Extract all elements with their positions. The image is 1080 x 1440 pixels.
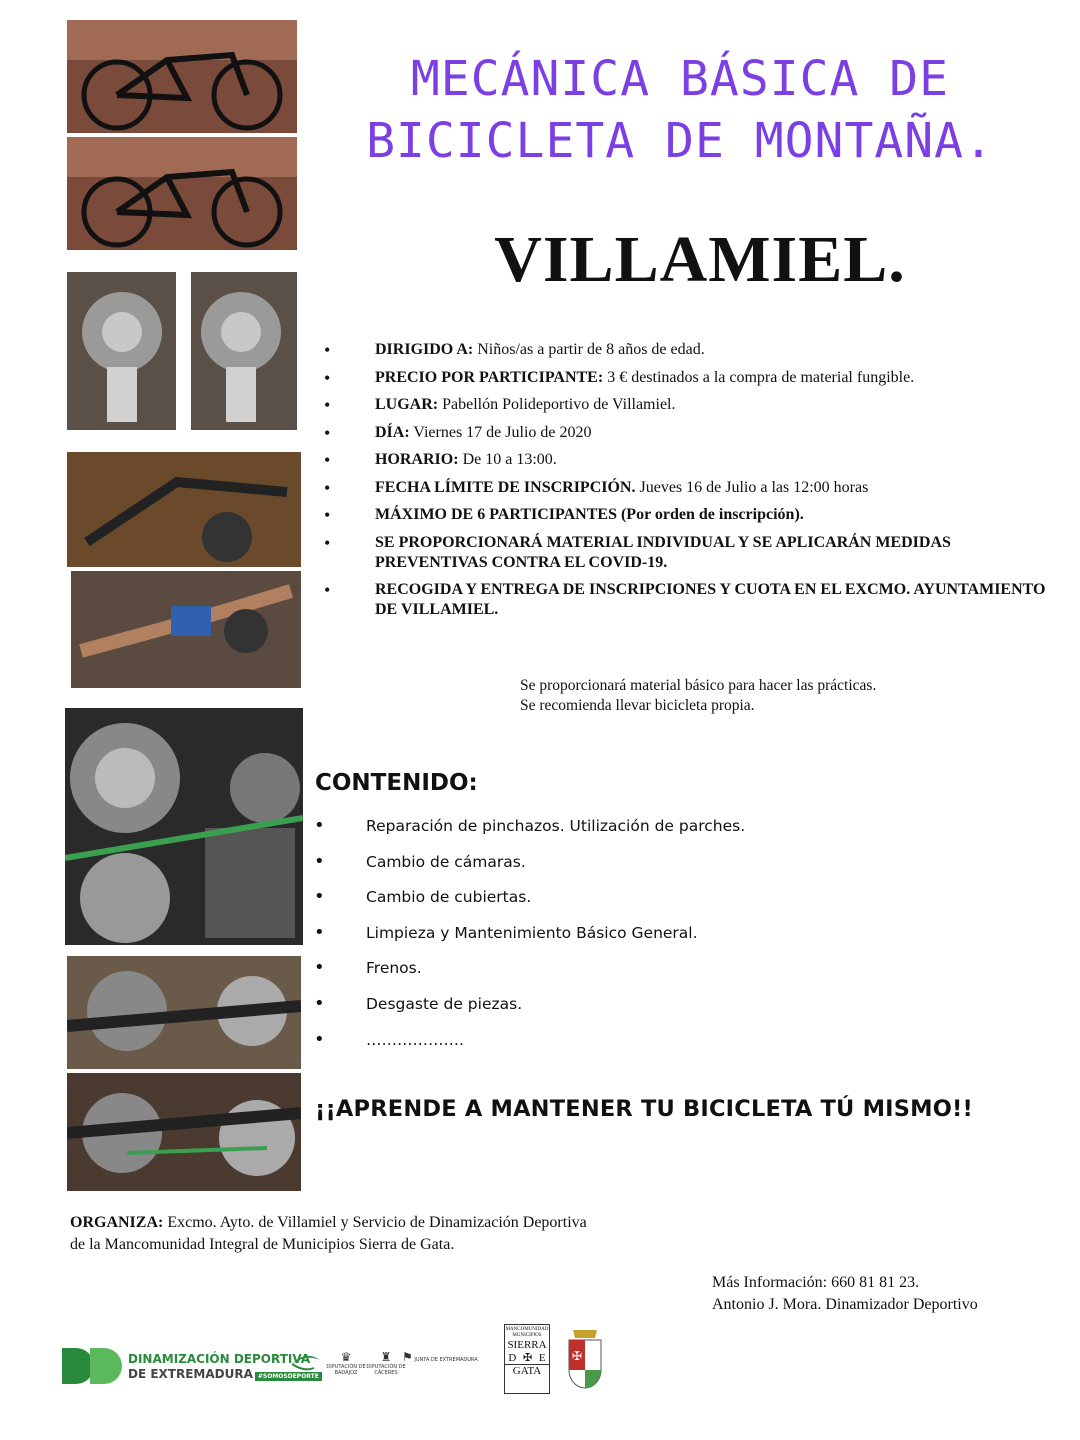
- contact-phone: Más Información: 660 81 81 23.: [712, 1274, 920, 1291]
- list-item: • ……………….: [310, 1029, 745, 1065]
- materials-note: [520, 676, 876, 716]
- slogan: ¡¡APRENDE A MANTENER TU BICICLETA TÚ MISMO!!: [315, 1096, 973, 1122]
- info-label: SE PROPORCIONARÁ MATERIAL INDIVIDUAL Y SE APLICARÁN MEDIDAS PREVENTIVAS CONTRA EL COVID-19.: [375, 533, 951, 571]
- title-line-2: BICICLETA DE MONTAÑA.: [366, 113, 994, 169]
- info-text: Viernes 17 de Julio de 2020: [409, 423, 592, 441]
- caceres-text: DIPUTACIÓN DE CÁCERES: [366, 1364, 406, 1376]
- photo-crankset-1: [65, 708, 303, 945]
- junta-text: JUNTA DE EXTREMADURA: [414, 1357, 478, 1363]
- list-item: • Limpieza y Mantenimiento Básico General.: [310, 922, 745, 958]
- info-label: LUGAR:: [375, 396, 439, 413]
- town-heading: VILLAMIEL.: [494, 223, 906, 296]
- diputacion-caceres-logo: ♜ DIPUTACIÓN DE CÁCERES: [366, 1350, 406, 1376]
- list-item: • Frenos.: [310, 957, 745, 993]
- list-item: • Desgaste de piezas.: [310, 993, 745, 1029]
- info-text: Pabellón Polideportivo de Villamiel.: [438, 396, 676, 413]
- info-list: [320, 340, 1050, 628]
- leaf-logo-icon: [290, 1350, 322, 1374]
- organiza-line-2: de la Mancomunidad Integral de Municipios Sierra de Gata.: [70, 1236, 455, 1253]
- photo-bike-1: [67, 20, 297, 133]
- info-label: MÁXIMO DE 6 PARTICIPANTES (Por orden de inscripción).: [375, 506, 804, 523]
- info-label: RECOGIDA Y ENTREGA DE INSCRIPCIONES Y CUOTA EN EL EXCMO. AYUNTAMIENTO DE VILLAMIEL.: [375, 581, 1046, 618]
- title-line-1: MECÁNICA BÁSICA DE: [410, 51, 950, 107]
- contact-person: Antonio J. Mora. Dinamizador Deportivo: [712, 1296, 978, 1313]
- photo-frame-2: [71, 571, 301, 688]
- info-item: [320, 580, 1050, 620]
- junta-extremadura-logo: ⚑ JUNTA DE EXTREMADURA: [402, 1350, 478, 1364]
- photo-bike-2: [67, 137, 297, 250]
- note-line-1: Se proporcionará material básico para hacer las prácticas.: [520, 677, 877, 694]
- info-text: Jueves 16 de Julio a las 12:00 horas: [635, 478, 869, 496]
- contact-info: [712, 1272, 978, 1316]
- dd-line-2: DE EXTREMADURA: [128, 1367, 253, 1381]
- dd-tag: #SOMOSDEPORTE: [255, 1372, 322, 1381]
- info-text: De 10 a 13:00.: [458, 451, 557, 468]
- badajoz-text: DIPUTACIÓN DE BADAJOZ: [326, 1364, 366, 1376]
- info-item: [320, 368, 1050, 388]
- info-label: DIRIGIDO A:: [375, 341, 474, 358]
- sponsor-logos: [60, 1320, 1060, 1400]
- organiza-line-1: Excmo. Ayto. de Villamiel y Servicio de Dinamización Deportiva: [163, 1214, 587, 1231]
- info-item: [320, 478, 1050, 498]
- info-label: DÍA:: [375, 423, 410, 441]
- dd-logo-icon: [60, 1346, 122, 1386]
- contenido-list: [310, 815, 745, 1064]
- sierra-d: D: [508, 1351, 517, 1364]
- info-item: [320, 395, 1050, 415]
- info-item: [320, 533, 1050, 573]
- info-text: 3 € destinados a la compra de material fungible.: [603, 368, 915, 386]
- info-label: HORARIO:: [375, 451, 459, 468]
- sierra-e: E: [538, 1351, 546, 1364]
- info-item: [320, 423, 1050, 443]
- list-item: • Reparación de pinchazos. Utilización de parches.: [310, 815, 745, 851]
- photo-drivetrain-1: [67, 956, 301, 1069]
- photo-drivetrain-2: [67, 1073, 301, 1191]
- sierra-cross-icon: ✠: [522, 1352, 533, 1364]
- svg-text:✠: ✠: [571, 1349, 583, 1363]
- sierra-mid: SIERRA: [507, 1339, 547, 1351]
- list-item: • Cambio de cubiertas.: [310, 886, 745, 922]
- info-item: [320, 450, 1050, 470]
- photo-cassette-2: [191, 272, 297, 430]
- info-item: [320, 505, 1050, 525]
- sierra-bot: GATA: [505, 1364, 549, 1378]
- main-title: [300, 48, 1060, 172]
- organizers: [70, 1212, 587, 1256]
- villamiel-shield-icon: [565, 1324, 605, 1394]
- list-item: • Cambio de cámaras.: [310, 851, 745, 887]
- diputacion-badajoz-logo: ♛ DIPUTACIÓN DE BADAJOZ: [326, 1350, 366, 1376]
- info-text: Niños/as a partir de 8 años de edad.: [473, 341, 705, 358]
- contenido-heading: CONTENIDO:: [315, 770, 478, 796]
- sierra-gata-logo: [504, 1324, 550, 1394]
- sierra-top: MANCOMUNIDAD MUNICIPIOS: [505, 1327, 549, 1338]
- note-line-2: Se recomienda llevar bicicleta propia.: [520, 697, 755, 714]
- photo-cassette-1: [67, 272, 176, 430]
- dd-line-1: DINAMIZACIÓN DEPORTIVA: [128, 1352, 311, 1366]
- info-item: [320, 340, 1050, 360]
- info-label: PRECIO POR PARTICIPANTE:: [375, 368, 604, 386]
- photo-frame-1: [67, 452, 301, 567]
- organiza-label: ORGANIZA:: [70, 1214, 164, 1231]
- info-label: FECHA LÍMITE DE INSCRIPCIÓN.: [375, 478, 636, 496]
